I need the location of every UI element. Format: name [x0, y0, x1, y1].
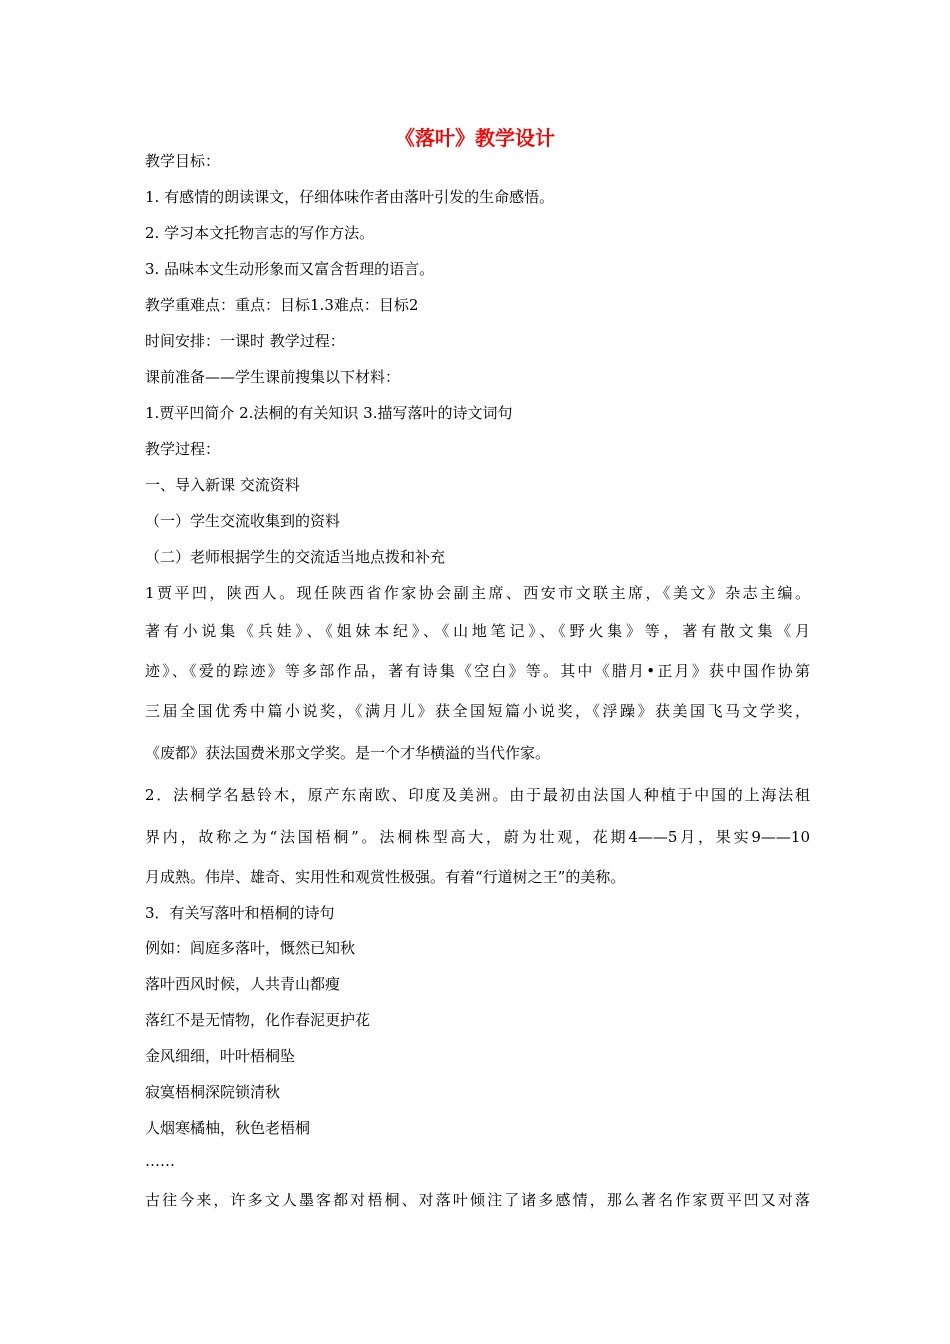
text-line: 寂寞梧桐深院锁清秋 [145, 1083, 281, 1101]
text-line: 迹》、《爱的踪迹》等多部作品，著有诗集《空白》等。其中《腊月•正月》获中国作协第 [145, 662, 810, 680]
text-line: 3. 品味本文生动形象而又富含哲理的语言。 [145, 260, 435, 278]
text-line: 人烟寒橘柚，秋色老梧桐 [145, 1119, 311, 1137]
text-line: 金风细细，叶叶梧桐坠 [145, 1047, 296, 1065]
text-line: 《废都》获法国费米那文学奖。是一个才华横溢的当代作家。 [145, 744, 551, 762]
text-line: 时间安排：一课时 教学过程： [145, 332, 345, 350]
text-line: 1贾平凹，陕西人。现任陕西省作家协会副主席、西安市文联主席，《美文》杂志主编。 [145, 584, 810, 602]
text-line: 教学重难点：重点：目标1.3难点：目标2 [145, 296, 419, 314]
text-line: 界内，故称之为“法国梧桐”。法桐株型高大，蔚为壮观，花期4——5月，果实9——10 [145, 828, 810, 846]
text-line: 1. 有感情的朗读课文，仔细体味作者由落叶引发的生命感悟。 [145, 188, 555, 206]
text-line: 落红不是无情物，化作春泥更护花 [145, 1011, 371, 1029]
document-title: 《落叶》教学设计 [395, 126, 555, 150]
text-line: 月成熟。伟岸、雄奇、实用性和观赏性极强。有着“行道树之王”的美称。 [145, 868, 626, 886]
text-line: 落叶西风时候，人共青山都瘦 [145, 975, 341, 993]
text-line: …… [145, 1152, 175, 1170]
text-line: 例如：闾庭多落叶，慨然已知秋 [145, 939, 356, 957]
text-line: 著有小说集《兵娃》、《姐妹本纪》、《山地笔记》、《野火集》等，著有散文集《月 [145, 622, 810, 640]
text-line: 课前准备——学生课前搜集以下材料： [145, 368, 401, 386]
text-line: 2．法桐学名悬铃木，原产东南欧、印度及美洲。由于最初由法国人种植于中国的上海法租 [145, 786, 810, 804]
text-line: 一、导入新课 交流资料 [145, 476, 300, 494]
text-line: 1.贾平凹简介 2.法桐的有关知识 3.描写落叶的诗文词句 [145, 404, 513, 422]
text-line: （二）老师根据学生的交流适当地点拨和补充 [145, 548, 446, 566]
text-line: 3．有关写落叶和梧桐的诗句 [145, 904, 335, 922]
text-line: 教学目标： [145, 152, 221, 170]
text-line: 2. 学习本文托物言志的写作方法。 [145, 224, 375, 242]
text-line: 三届全国优秀中篇小说奖，《满月儿》获全国短篇小说奖，《浮躁》获美国飞马文学奖， [145, 702, 810, 720]
text-line: 古往今来，许多文人墨客都对梧桐、对落叶倾注了诸多感情，那么著名作家贾平凹又对落 [145, 1191, 810, 1209]
text-line: 教学过程： [145, 440, 221, 458]
text-line: （一）学生交流收集到的资料 [145, 512, 341, 530]
